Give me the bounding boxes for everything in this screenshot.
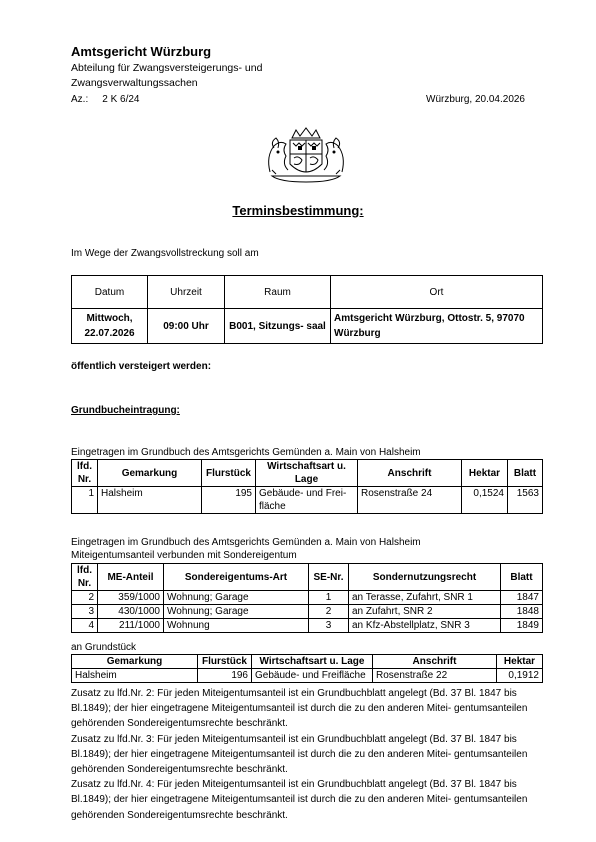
table1-header: Wirtschaftsart u. Lage [256,460,358,487]
table-cell: 4 [72,619,98,633]
grundbuch-table-2 [71,563,543,633]
table2-header: ME-Anteil [98,564,164,591]
table-cell: Wohnung; Garage [164,605,309,619]
table3-header: Flurstück [198,655,252,669]
table-cell: 1 [309,591,349,605]
note-paragraph: Zusatz zu lfd.Nr. 4: Für jeden Miteigentumsanteil ist ein Grundbuchblatt angelegt (Bd. 37 Bl. 1847 bis Bl.1849); der hier eingetragene Miteigentumsanteil ist durch die zu den anderen Mitei- gentumsanteilen gehörenden Sondereigentumsrechte beschränkt. [71,779,528,821]
table-cell: Rosenstraße 22 [373,669,497,683]
termin-header-ort: Ort [331,276,543,309]
table2-header: Sondereigentums-Art [164,564,309,591]
termin-ort: Amtsgericht Würzburg, Ottostr. 5, 97070 Würzburg [331,309,543,344]
table-cell: 1848 [501,605,543,619]
table1-header: Hektar [462,460,508,487]
table-cell: 359/1000 [98,591,164,605]
az-label: Az.: [71,94,89,105]
table-cell: Gebäude- und Freifläche [252,669,373,683]
table-cell: 1563 [508,487,543,514]
table-cell: an Terasse, Zufahrt, SNR 1 [349,591,501,605]
bavarian-coat-of-arms-icon [262,126,350,186]
table1-header: Anschrift [358,460,462,487]
table-cell: Rosenstraße 24 [358,487,462,514]
table-row [72,591,543,605]
case-number [71,94,140,105]
table-row [72,487,543,514]
table-cell: 0,1524 [462,487,508,514]
table-cell: 2 [309,605,349,619]
table2-header: Sondernutzungsrecht [349,564,501,591]
block3-caption: an Grundstück [71,642,137,653]
table3-header: Gemarkung [72,655,198,669]
table-row [72,619,543,633]
note-paragraph: Zusatz zu lfd.Nr. 2: Für jeden Miteigentumsanteil ist ein Grundbuchblatt angelegt (Bd. 37 Bl. 1847 bis Bl.1849); der hier eingetragene Miteigentumsanteil ist durch die zu den anderen Mitei- gentumsanteilen gehörenden Sondereigentumsrechte beschränkt. [71,688,528,730]
grundbuch-heading: Grundbucheintragung: [71,405,180,416]
termin-row [72,309,543,344]
table1-header: lfd. Nr. [72,460,98,487]
oeffentlich-text: öffentlich versteigert werden: [71,361,212,372]
table-cell: 3 [72,605,98,619]
block2-caption: Eingetragen im Grundbuch des Amtsgerichts Gemünden a. Main von Halsheim [71,537,421,548]
place-date: Würzburg, 20.04.2026 [426,94,525,105]
table3-header: Hektar [497,655,543,669]
table-cell: 3 [309,619,349,633]
az-value: 2 K 6/24 [102,94,140,105]
table-cell: an Zufahrt, SNR 2 [349,605,501,619]
table-cell: Wohnung [164,619,309,633]
table3-header-row [72,655,543,669]
table1-header-row [72,460,543,487]
table2-header-row [72,564,543,591]
table-cell: 2 [72,591,98,605]
grundbuch-table-1 [71,459,543,514]
department: Abteilung für Zwangsversteigerungs- und Zwangsverwaltungssachen [71,62,263,89]
block1-caption: Eingetragen im Grundbuch des Amtsgerichts Gemünden a. Main von Halsheim [71,447,421,458]
table2-header: Blatt [501,564,543,591]
table3-header: Anschrift [373,655,497,669]
table-cell: 211/1000 [98,619,164,633]
termin-header-uhrzeit: Uhrzeit [148,276,225,309]
table-row [72,605,543,619]
table-cell: 430/1000 [98,605,164,619]
table2-header: lfd. Nr. [72,564,98,591]
table-cell: Halsheim [72,669,198,683]
table-cell: 1849 [501,619,543,633]
notes [71,686,531,823]
termin-header-datum: Datum [72,276,148,309]
table-cell: an Kfz-Abstellplatz, SNR 3 [349,619,501,633]
table-cell: 196 [198,669,252,683]
termin-datum: Mittwoch, 22.07.2026 [72,309,148,344]
table-row [72,669,543,683]
court-name: Amtsgericht Würzburg [71,44,212,59]
document-title: Terminsbestimmung: [232,203,364,218]
termin-uhrzeit: 09:00 Uhr [148,309,225,344]
table1-header: Flurstück [202,460,256,487]
termin-raum: B001, Sitzungs- saal [225,309,331,344]
table-cell: 195 [202,487,256,514]
termin-header-row [72,276,543,309]
table-cell: 1847 [501,591,543,605]
table1-header: Gemarkung [98,460,202,487]
table-cell: 1 [72,487,98,514]
table1-header: Blatt [508,460,543,487]
table-cell: Gebäude- und Frei- fläche [256,487,358,514]
block2-caption-sub: Miteigentumsanteil verbunden mit Sondereigentum [71,550,297,561]
termin-table [71,275,543,344]
grundbuch-table-3 [71,654,543,683]
note-paragraph: Zusatz zu lfd.Nr. 3: Für jeden Miteigentumsanteil ist ein Grundbuchblatt angelegt (Bd. 37 Bl. 1847 bis Bl.1849); der hier eingetragene Miteigentumsanteil ist durch die zu den anderen Mitei- gentumsanteilen gehörenden Sondereigentumsrechte beschränkt. [71,733,528,776]
intro-text: Im Wege der Zwangsvollstreckung soll am [71,248,259,259]
table-cell: Wohnung; Garage [164,591,309,605]
table3-header: Wirtschaftsart u. Lage [252,655,373,669]
termin-header-raum: Raum [225,276,331,309]
table2-header: SE-Nr. [309,564,349,591]
table-cell: Halsheim [98,487,202,514]
table-cell: 0,1912 [497,669,543,683]
